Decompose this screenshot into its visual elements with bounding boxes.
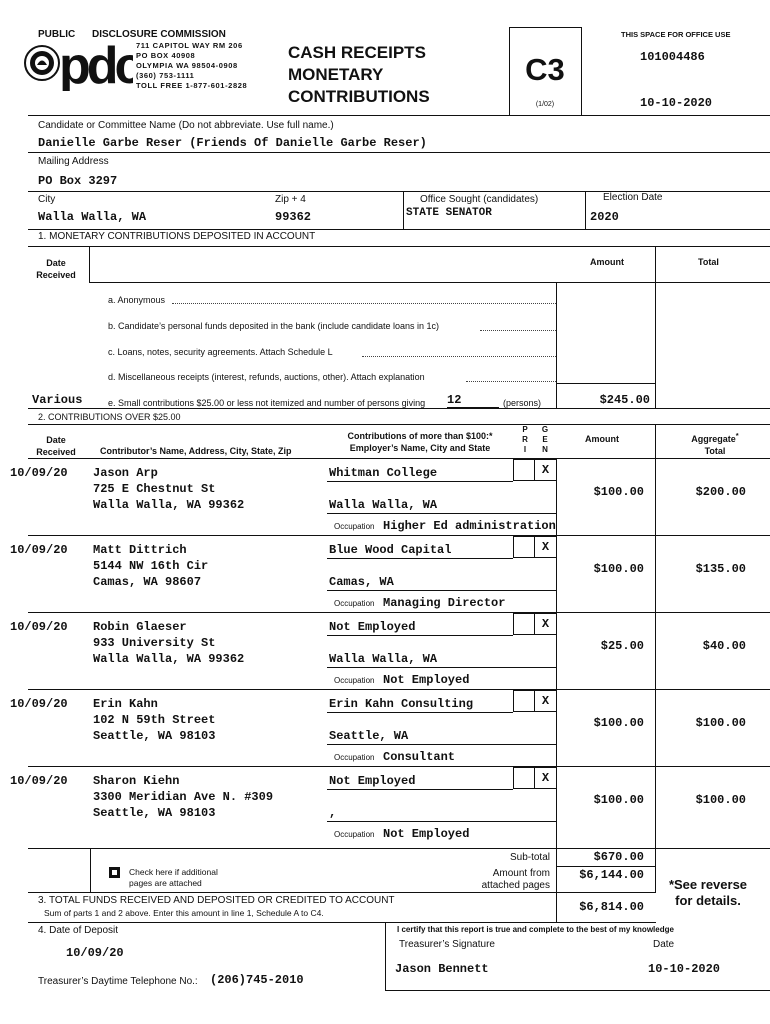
section2-employer-header	[330, 430, 510, 454]
employer-line	[327, 635, 513, 636]
row-divider	[28, 535, 770, 536]
address-line: (360) 753-1111	[136, 71, 195, 80]
attached-label-line: Amount from	[492, 868, 550, 879]
employer-city-line	[327, 667, 556, 668]
general-column-header	[535, 425, 555, 455]
certification-text: I certify that this report is true and complete to the best of my knowledge	[397, 925, 674, 934]
mailing-address: PO Box 3297	[38, 174, 118, 188]
employer-line	[327, 481, 513, 482]
form-title	[288, 42, 430, 108]
section3-subheading: Sum of parts 1 and 2 above. Enter this amount in line 1, Schedule A to C4.	[44, 908, 324, 918]
row-aggregate: $100.00	[695, 793, 746, 807]
row-date: 10/09/20	[10, 774, 68, 788]
agency-public: PUBLIC	[38, 29, 76, 40]
contributor-address: 933 University St	[93, 636, 216, 650]
general-checkbox: X	[534, 690, 557, 712]
contributor-name: Erin Kahn	[93, 697, 158, 711]
header-text: Employer’s Name, City and State	[349, 443, 491, 453]
check-label-line: Check here if additional	[129, 867, 218, 877]
row-divider	[28, 766, 770, 767]
header-letter: R	[522, 435, 528, 444]
contributor-name: Sharon Kiehn	[93, 774, 180, 788]
subtotal-value: $670.00	[593, 850, 644, 864]
header-star: *	[735, 431, 739, 440]
line-e-date: Various	[32, 393, 83, 407]
occupation-label: Occupation	[334, 599, 375, 608]
primary-checkbox	[513, 536, 535, 558]
section2-aggregate-header	[660, 430, 770, 457]
office-sought-value: STATE SENATOR	[406, 207, 492, 219]
occupation-label: Occupation	[334, 676, 375, 685]
header-text: Total	[704, 446, 726, 456]
occupation-value: Consultant	[383, 750, 456, 764]
employer-city-line	[327, 744, 556, 745]
employer-line	[327, 789, 513, 790]
line-a-text: a. Anonymous	[108, 295, 166, 305]
agency-name: DISCLOSURE COMMISSION	[92, 29, 226, 40]
primary-checkbox	[513, 613, 535, 635]
pdc-logo	[23, 39, 133, 91]
primary-checkbox	[513, 767, 535, 789]
line-e: e. Small contributions $25.00 or less not itemized and number of persons giving	[108, 398, 426, 408]
contributor-name: Robin Glaeser	[93, 620, 187, 634]
office-use-label: THIS SPACE FOR OFFICE USE	[621, 30, 731, 39]
attached-label-line: attached pages	[481, 880, 550, 891]
title-line: MONETARY	[288, 65, 384, 84]
header-letter: G	[541, 425, 549, 434]
attached-pages-label	[440, 868, 550, 892]
line-d: d. Miscellaneous receipts (interest, refunds, auctions, other). Attach explanation	[108, 372, 425, 382]
row-date: 10/09/20	[10, 620, 68, 634]
employer-city-line	[327, 821, 556, 822]
employer-city-line	[327, 590, 556, 591]
section1-total-header: Total	[698, 257, 719, 267]
deposit-date: 10/09/20	[66, 946, 124, 960]
form-code: C3	[525, 52, 565, 87]
occupation-value: Not Employed	[383, 827, 470, 841]
section2-date-header	[28, 434, 84, 458]
treasurer-signature: Jason Bennett	[395, 962, 489, 976]
occupation-label: Occupation	[334, 753, 375, 762]
grand-total: $6,814.00	[579, 900, 644, 914]
see-reverse-note	[658, 877, 758, 909]
occupation-value: Higher Ed administration	[383, 519, 556, 533]
office-number: 101004486	[640, 50, 705, 64]
employer-name: Erin Kahn Consulting	[329, 697, 474, 711]
header-letter: N	[542, 445, 548, 454]
row-amount: $25.00	[600, 639, 644, 653]
header-text: Contributions of more than $100:*	[347, 431, 493, 441]
deposit-date-label: 4. Date of Deposit	[38, 925, 119, 936]
subtotal-label: Sub-total	[509, 852, 550, 863]
agency-address	[136, 41, 247, 91]
sign-date: 10-10-2020	[648, 962, 721, 976]
employer-line	[327, 712, 513, 713]
line-e-count: 12	[447, 393, 499, 408]
line-b: b. Candidate’s personal funds deposited in the bank (include candidate loans in 1c)	[108, 321, 440, 331]
row-date: 10/09/20	[10, 697, 68, 711]
form-version: (1/02)	[535, 101, 555, 108]
contributor-city: Camas, WA 98607	[93, 575, 202, 589]
svg-text:pdc: pdc	[59, 39, 133, 91]
line-e-persons: (persons)	[503, 398, 542, 408]
city-label: City	[38, 194, 56, 205]
see-reverse-line: for details.	[675, 893, 741, 908]
zip-label: Zip + 4	[275, 194, 306, 205]
section2-contributor-header: Contributor’s Name, Address, City, State, Zip	[100, 446, 292, 456]
contributor-name: Jason Arp	[93, 466, 158, 480]
contributor-address: 102 N 59th Street	[93, 713, 216, 727]
address-line: PO BOX 40908	[136, 51, 196, 60]
line-e-total: $245.00	[599, 393, 650, 407]
treasurer-phone: (206)745-2010	[210, 973, 304, 987]
employer-name: Not Employed	[329, 620, 416, 634]
employer-name: Whitman College	[329, 466, 438, 480]
phone-label: Treasurer’s Daytime Telephone No.:	[38, 976, 198, 987]
primary-column-header	[515, 425, 535, 455]
row-amount: $100.00	[593, 485, 644, 499]
section1-amount-header: Amount	[590, 257, 624, 267]
employer-city-line	[327, 513, 556, 514]
employer-city: Walla Walla, WA	[329, 498, 438, 512]
employer-city: ,	[329, 806, 337, 820]
section3-heading: 3. TOTAL FUNDS RECEIVED AND DEPOSITED OR CREDITED TO ACCOUNT	[38, 895, 395, 906]
primary-checkbox	[513, 690, 535, 712]
title-line: CASH RECEIPTS	[288, 43, 426, 62]
header-letter: E	[542, 435, 548, 444]
header-text: Date	[46, 258, 66, 268]
check-label-line: pages are attached	[129, 878, 202, 888]
occupation-value: Managing Director	[383, 596, 506, 610]
address-line: OLYMPIA WA 98504-0908	[136, 61, 238, 70]
contributor-city: Walla Walla, WA 99362	[93, 498, 245, 512]
employer-city: Camas, WA	[329, 575, 394, 589]
title-line: CONTRIBUTIONS	[288, 87, 430, 106]
contributor-city: Seattle, WA 98103	[93, 806, 216, 820]
election-date-value: 2020	[590, 210, 619, 224]
row-date: 10/09/20	[10, 466, 68, 480]
employer-name: Not Employed	[329, 774, 416, 788]
primary-checkbox	[513, 459, 535, 481]
employer-city: Seattle, WA	[329, 729, 409, 743]
header-letter: I	[523, 445, 527, 454]
contributor-name: Matt Dittrich	[93, 543, 187, 557]
city-value: Walla Walla, WA	[38, 210, 147, 224]
row-amount: $100.00	[593, 716, 644, 730]
header-letter: P	[522, 425, 528, 434]
contributor-city: Walla Walla, WA 99362	[93, 652, 245, 666]
row-amount: $100.00	[593, 562, 644, 576]
contributor-city: Seattle, WA 98103	[93, 729, 216, 743]
candidate-name: Danielle Garbe Reser (Friends Of Danielle Garbe Reser)	[38, 136, 427, 150]
employer-line	[327, 558, 513, 559]
row-date: 10/09/20	[10, 543, 68, 557]
row-amount: $100.00	[593, 793, 644, 807]
section2-amount-header: Amount	[585, 434, 619, 444]
row-aggregate: $100.00	[695, 716, 746, 730]
attached-pages-value: $6,144.00	[579, 868, 644, 882]
contributor-address: 3300 Meridian Ave N. #309	[93, 790, 274, 804]
section1-date-header	[28, 257, 84, 281]
sign-date-label: Date	[653, 939, 675, 950]
occupation-label: Occupation	[334, 830, 375, 839]
signature-label: Treasurer’s Signature	[399, 939, 495, 950]
contributor-address: 5144 NW 16th Cir	[93, 559, 209, 573]
employer-name: Blue Wood Capital	[329, 543, 452, 557]
zip-value: 99362	[275, 210, 312, 224]
row-divider	[28, 689, 770, 690]
line-c: c. Loans, notes, security agreements. Attach Schedule L	[108, 347, 333, 357]
header-text: Aggregate	[691, 434, 736, 444]
office-date: 10-10-2020	[640, 96, 713, 110]
election-date-label: Election Date	[603, 192, 663, 203]
occupation-value: Not Employed	[383, 673, 470, 687]
additional-pages-checkbox[interactable]	[109, 867, 120, 878]
employer-city: Walla Walla, WA	[329, 652, 438, 666]
contributor-address: 725 E Chestnut St	[93, 482, 216, 496]
additional-pages-label	[129, 867, 218, 889]
section2-heading: 2. CONTRIBUTIONS OVER $25.00	[38, 412, 181, 422]
general-checkbox: X	[534, 613, 557, 635]
row-aggregate: $135.00	[695, 562, 746, 576]
mailing-address-label: Mailing Address	[38, 156, 109, 167]
row-aggregate: $40.00	[702, 639, 746, 653]
candidate-name-label: Candidate or Committee Name (Do not abbreviate. Use full name.)	[38, 120, 334, 131]
row-aggregate: $200.00	[695, 485, 746, 499]
address-line: TOLL FREE 1-877-601-2828	[136, 81, 248, 90]
row-divider	[28, 612, 770, 613]
header-text: Date	[46, 435, 66, 445]
header-text: Received	[36, 270, 76, 280]
section1-heading: 1. MONETARY CONTRIBUTIONS DEPOSITED IN ACCOUNT	[38, 231, 316, 242]
office-sought-label: Office Sought (candidates)	[420, 194, 539, 205]
general-checkbox: X	[534, 536, 557, 558]
header-text: Received	[36, 447, 76, 457]
see-reverse-line: *See reverse	[668, 877, 748, 892]
general-checkbox: X	[534, 459, 557, 481]
address-line: 711 CAPITOL WAY RM 206	[136, 41, 243, 50]
general-checkbox: X	[534, 767, 557, 789]
occupation-label: Occupation	[334, 522, 375, 531]
